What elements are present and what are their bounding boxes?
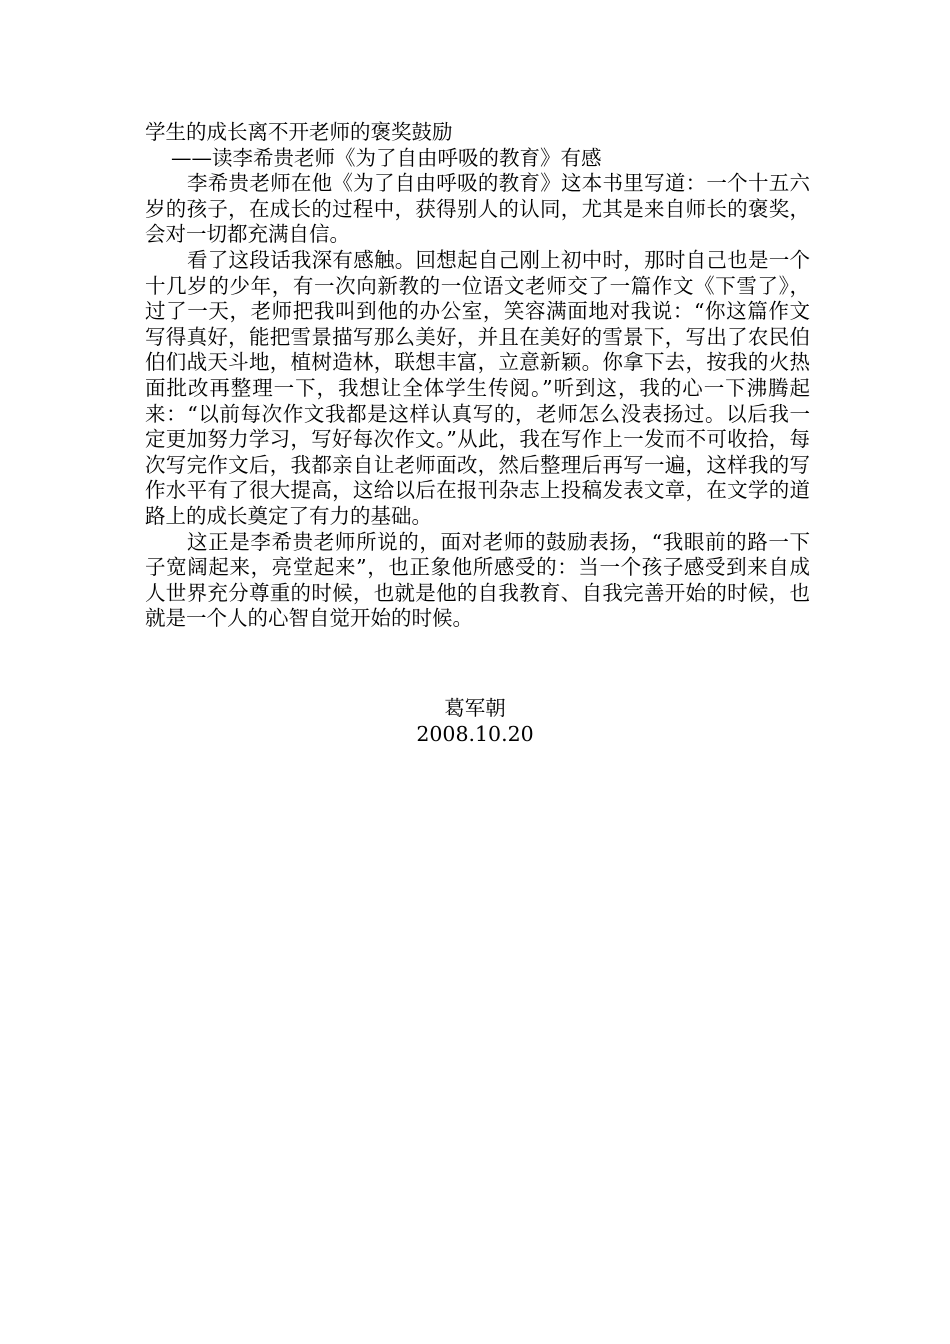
document-body <box>145 120 810 632</box>
paragraph-1: 李希贵老师在他《为了自由呼吸的教育》这本书里写道：一个十五六岁的孩子，在成长的过程中，获得别人的认同，尤其是来自师长的褒奖，会对一切都充满自信。 <box>145 171 810 247</box>
author-name: 葛军朝 <box>444 696 506 720</box>
signature-date: 2008.10.20 <box>416 721 534 746</box>
paragraph-3: 这正是李希贵老师所说的，面对老师的鼓励表扬，“我眼前的路一下子宽阔起来，亮堂起来”，也正象他所感受的：当一个孩子感受到来自成人世界充分尊重的时候，也就是他的自我教育、自我完善开始的时候，也就是一个人的心智自觉开始的时候。 <box>145 529 810 631</box>
document-title: 学生的成长离不开老师的褒奖鼓励 <box>145 120 453 144</box>
signature-block <box>0 696 950 747</box>
paragraph-2: 看了这段话我深有感触。回想起自己刚上初中时，那时自己也是一个十几岁的少年，有一次向新教的一位语文老师交了一篇作文《下雪了》，过了一天，老师把我叫到他的办公室，笑容满面地对我说：“你这篇作文写得真好，能把雪景描写那么美好，并且在美好的雪景下，写出了农民伯伯们战天斗地，植树造林，联想丰富，立意新颖。你拿下去，按我的火热面批改再整理一下，我想让全体学生传阅。”听到这，我的心一下沸腾起来：“以前每次作文我都是这样认真写的，老师怎么没表扬过。以后我一定更加努力学习，写好每次作文。”从此，我在写作上一发而不可收拾，每次写完作文后，我都亲自让老师面改，然后整理后再写一遍，这样我的写作水平有了很大提高，这给以后在报刊杂志上投稿发表文章，在文学的道路上的成长奠定了有力的基础。 <box>145 247 810 528</box>
document-subtitle: ——读李希贵老师《为了自由呼吸的教育》有感 <box>171 145 602 170</box>
